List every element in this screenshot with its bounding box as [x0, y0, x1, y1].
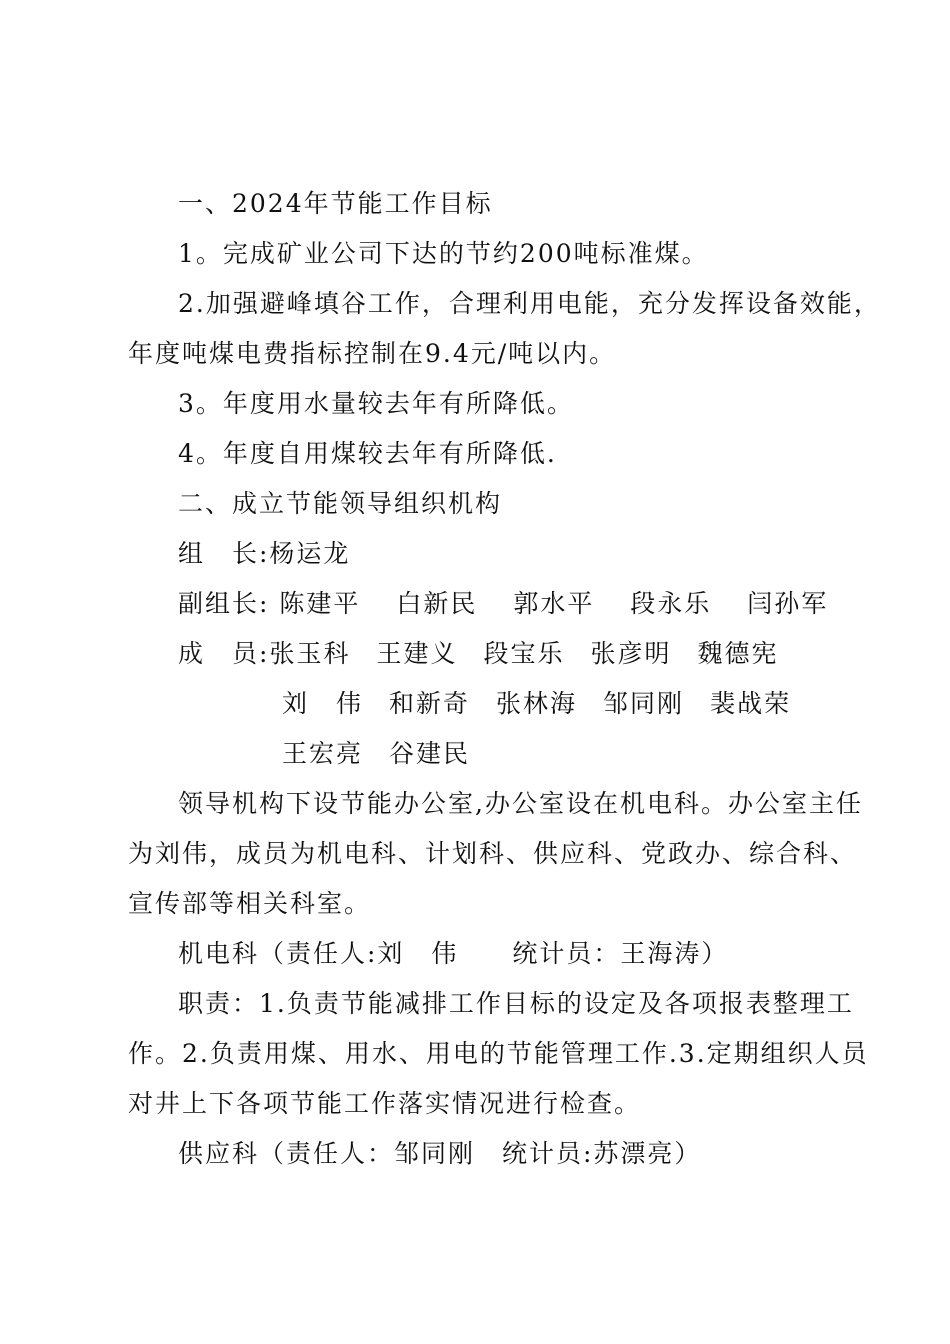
department-heading-mechanical: 机电科（责任人:刘 伟 统计员：王海涛） [178, 939, 729, 968]
goal-1: 1。完成矿业公司下达的节约200吨标准煤。 [178, 239, 709, 268]
member-name: 谷建民 [389, 739, 471, 768]
member-name: 张林海 [496, 689, 578, 718]
deputy-name: 段永乐 [630, 589, 712, 618]
goal-2-continued: 年度吨煤电费指标控制在9.4元/吨以内。 [128, 339, 617, 368]
duty-paragraph-line-3: 对井上下各项节能工作落实情况进行检查。 [128, 1089, 642, 1118]
section-heading-goals: 一、2024年节能工作目标 [178, 189, 493, 218]
goal-4: 4。年度自用煤较去年有所降低. [178, 439, 557, 468]
office-paragraph-line-2: 为刘伟，成员为机电科、计划科、供应科、党政办、综合科、 [128, 839, 858, 868]
deputy-name: 白新民 [396, 589, 478, 618]
section-heading-organization: 二、成立节能领导组织机构 [178, 489, 503, 518]
members-line-3 [282, 736, 470, 772]
member-name: 王宏亮 [282, 739, 364, 768]
deputy-name: 郭水平 [513, 589, 595, 618]
office-paragraph-line-1: 领导机构下设节能办公室,办公室设在机电科。办公室主任 [178, 789, 863, 818]
deputy-label: 副组长: [178, 589, 270, 618]
deputy-line [178, 586, 828, 622]
leader-line: 组 长:杨运龙 [178, 539, 351, 568]
duty-paragraph-line-1: 职责：1.负责节能减排工作目标的设定及各项报表整理工 [178, 989, 854, 1018]
deputy-name: 闫孙军 [747, 589, 829, 618]
member-name: 裴战荣 [710, 689, 792, 718]
member-name: 王建义 [376, 639, 458, 668]
member-name: 邹同刚 [603, 689, 685, 718]
office-paragraph-line-3: 宣传部等相关科室。 [128, 889, 372, 918]
goal-2: 2.加强避峰填谷工作，合理利用电能，充分发挥设备效能， [178, 289, 881, 318]
deputy-name: 陈建平 [279, 589, 361, 618]
duty-paragraph-line-2: 作。2.负责用煤、用水、用电的节能管理工作.3.定期组织人员 [128, 1039, 869, 1068]
member-name: 刘 伟 [282, 689, 364, 718]
department-heading-supply: 供应科（责任人：邹同刚 统计员:苏漂亮） [178, 1139, 702, 1168]
member-name: 张玉科 [269, 639, 351, 668]
member-name: 段宝乐 [483, 639, 565, 668]
member-name: 魏德宪 [697, 639, 779, 668]
members-label: 成 员: [178, 639, 270, 668]
member-name: 和新奇 [389, 689, 471, 718]
goal-3: 3。年度用水量较去年有所降低。 [178, 389, 574, 418]
members-line-2 [282, 686, 791, 722]
members-line-1 [178, 636, 779, 672]
member-name: 张彦明 [590, 639, 672, 668]
